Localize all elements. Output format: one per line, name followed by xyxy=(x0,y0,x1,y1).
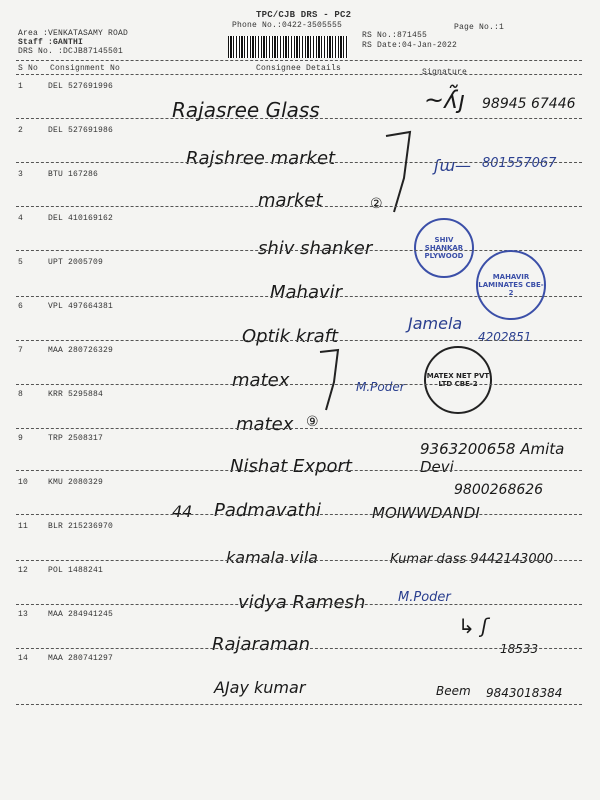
row-sno: 14 xyxy=(18,654,29,663)
row-sno: 13 xyxy=(18,610,29,619)
staff-field: Staff :GANTHI xyxy=(18,38,84,47)
row-consignment: DEL 410169162 xyxy=(48,214,114,223)
row-signature: 9843018384 xyxy=(486,686,563,700)
header-divider xyxy=(16,60,582,61)
col-signature: Signature xyxy=(422,68,468,77)
row-consignee: Rajaraman xyxy=(212,634,310,655)
bracket-mark xyxy=(316,346,346,416)
row-consignee: vidya Ramesh xyxy=(238,592,366,613)
column-divider xyxy=(16,74,582,75)
row-consignee-mark: ⑨ xyxy=(306,414,319,430)
row-sig-scrawl: ~ʎ͂ȷ xyxy=(424,86,465,114)
row-sig-scrawl: M.Poder xyxy=(398,590,451,605)
drs-title: TPC/CJB DRS - PC2 xyxy=(256,10,352,20)
row-consignee: matex xyxy=(232,370,290,391)
row-sno: 4 xyxy=(18,214,24,223)
row-consignment: KMU 2080329 xyxy=(48,478,104,487)
row-consignment: POL 1488241 xyxy=(48,566,104,575)
row-sno: 12 xyxy=(18,566,29,575)
row-sno: 5 xyxy=(18,258,24,267)
row-sno: 1 xyxy=(18,82,24,91)
row-divider xyxy=(16,514,582,515)
row-sig-scrawl: M.Poder xyxy=(356,380,405,394)
row-signature: 98945 67446 xyxy=(482,96,576,112)
rs-date: RS Date:04-Jan-2022 xyxy=(362,41,458,50)
row-signature: Kumar dass 9442143000 xyxy=(390,552,554,567)
row-consignee: shiv shanker xyxy=(258,238,373,259)
row-divider xyxy=(16,560,582,561)
row-sig-scrawl: Jamela xyxy=(408,314,463,333)
row-consignee: Padmavathi xyxy=(214,500,322,521)
row-sno: 2 xyxy=(18,126,24,135)
row-sno: 6 xyxy=(18,302,24,311)
col-consignment: Consignment No xyxy=(50,64,121,73)
row-sig-scrawl: Beem xyxy=(436,684,471,698)
row-divider xyxy=(16,296,582,297)
row-sno: 10 xyxy=(18,478,29,487)
row-sno: 8 xyxy=(18,390,24,399)
row-sno: 9 xyxy=(18,434,24,443)
row-consignment: MAA 284941245 xyxy=(48,610,114,619)
row-consignee-mark: ② xyxy=(370,196,383,212)
page-number: Page No.:1 xyxy=(454,23,505,32)
matex-stamp: MATEX NET PVT LTD CBE-2 xyxy=(424,346,492,414)
row-signature: 18533 xyxy=(500,642,539,656)
row-divider xyxy=(16,340,582,341)
row-divider xyxy=(16,250,582,251)
row-divider xyxy=(16,604,582,605)
row-consignee: Mahavir xyxy=(270,282,343,303)
row-consignment: MAA 280741297 xyxy=(48,654,114,663)
row-consignment: TRP 2508317 xyxy=(48,434,104,443)
row-divider xyxy=(16,162,582,163)
row-consignee: kamala vila xyxy=(226,548,318,567)
row-divider xyxy=(16,470,582,471)
row-consignment: MAA 280726329 xyxy=(48,346,114,355)
area-field: Area :VENKATASAMY ROAD xyxy=(18,29,129,38)
row-divider xyxy=(16,648,582,649)
row-signature: 801557067 xyxy=(482,156,557,171)
row-consignment: VPL 497664381 xyxy=(48,302,114,311)
barcode xyxy=(228,36,348,58)
row-consignee: market xyxy=(258,190,323,211)
row-divider xyxy=(16,428,582,429)
row-sig-name: MOIWWDANDI xyxy=(372,504,480,522)
col-sno: S No xyxy=(18,64,39,73)
row-sno: 11 xyxy=(18,522,29,531)
row-sig-scrawl: ↳ ʃ xyxy=(458,614,488,638)
row-consignment: DEL 527691996 xyxy=(48,82,114,91)
row-divider xyxy=(16,118,582,119)
row-consignment: KRR 5295884 xyxy=(48,390,104,399)
rs-number: RS No.:871455 xyxy=(362,31,428,40)
row-consignment: BLR 215236970 xyxy=(48,522,114,531)
row-consignee: AJay kumar xyxy=(214,678,306,697)
row-consignment: DEL 527691986 xyxy=(48,126,114,135)
row-consignee: Optik kraft xyxy=(242,326,339,347)
row-sno: 3 xyxy=(18,170,24,179)
phone-number: Phone No.:0422-3505555 xyxy=(232,21,343,30)
row-signature: 4202851 xyxy=(478,330,532,344)
row-divider xyxy=(16,704,582,705)
bracket-mark xyxy=(380,128,420,218)
row-sno: 7 xyxy=(18,346,24,355)
mahavir-stamp: MAHAVIR LAMINATES CBE-2 xyxy=(476,250,546,320)
col-consignee: Consignee Details xyxy=(256,64,342,73)
row-consignment: BTU 167286 xyxy=(48,170,99,179)
row-consignee: matex xyxy=(236,414,294,435)
row-consignee: Rajshree market xyxy=(186,148,336,169)
row-consignee: Rajasree Glass xyxy=(172,98,320,122)
row-divider xyxy=(16,206,582,207)
row-signature: 9800268626 xyxy=(454,482,544,498)
drs-number: DRS No. :DCJB87145501 xyxy=(18,47,124,56)
row-sig-scrawl: ʃɯ— xyxy=(434,156,471,175)
row-divider xyxy=(16,384,582,385)
row-signature: 9363200658 Amita Devi xyxy=(420,440,565,476)
row-prefix: 44 xyxy=(172,502,193,521)
shankar-stamp: SHIV SHANKAR PLYWOOD xyxy=(414,218,474,278)
row-consignment: UPT 2005709 xyxy=(48,258,104,267)
row-consignee: Nishat Export xyxy=(230,456,352,477)
